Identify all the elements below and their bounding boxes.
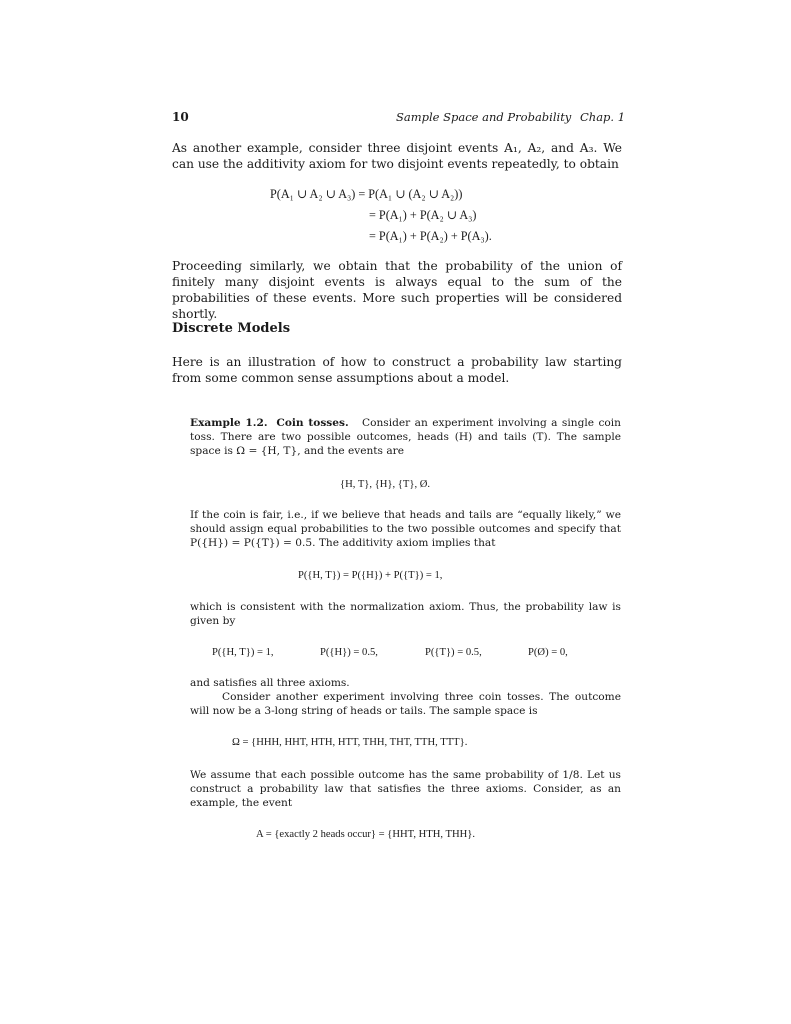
law-equation-1: P({H, T}) = 1, xyxy=(212,647,274,658)
law-equation-4: P(Ø) = 0, xyxy=(528,647,568,658)
example-paragraph-4: and satisfies all three axioms. xyxy=(190,677,350,689)
example-label: Example 1.2. xyxy=(190,417,268,429)
union-equation-line-3: = P(A₁) + P(A₂) + P(A₃). xyxy=(369,229,492,243)
example-title: Coin tosses. xyxy=(276,417,349,429)
running-title: Sample Space and Probability xyxy=(396,110,572,124)
law-equation-3: P({T}) = 0.5, xyxy=(425,647,482,658)
example-text-1: Consider an experiment involving a single coin toss. There are two possible outcomes, heads (H) and tails (T). The sample space is Ω = {H, T}, and the events are xyxy=(190,417,621,458)
chapter-label: Chap. 1 xyxy=(580,110,626,124)
event-equation: A = {exactly 2 heads occur} = {HHT, HTH, THH}. xyxy=(256,829,476,840)
section-paragraph: Here is an illustration of how to construct a probability law starting from some common sense assumptions about a model. xyxy=(172,355,622,385)
example-paragraph-5: Consider another experiment involving three coin tosses. The outcome will now be a 3-long string of heads or tails. The sample space is xyxy=(190,691,621,718)
union-equation-line-2: = P(A₁) + P(A₂ ∪ A₃) xyxy=(369,208,477,222)
events-equation: {H, T}, {H}, {T}, Ø. xyxy=(340,479,431,490)
example-paragraph-6: We assume that each possible outcome has the same probability of 1/8. Let us construct a probability law that satisfies the three axioms. Consider, as an example, the event xyxy=(190,769,621,810)
example-paragraph-1 xyxy=(190,416,621,459)
intro-paragraph: As another example, consider three disjoint events A₁, A₂, and A₃. We can use the additivity axiom for two disjoint events repeatedly, to obtain xyxy=(172,141,622,171)
additivity-equation: P({H, T}) = P({H}) + P({T}) = 1, xyxy=(298,570,443,581)
sample-space-equation: Ω = {HHH, HHT, HTH, HTT, THH, THT, TTH, TTT}. xyxy=(232,737,468,748)
page-number: 10 xyxy=(172,110,189,124)
example-paragraph-3: which is consistent with the normalization axiom. Thus, the probability law is given by xyxy=(190,601,621,628)
law-equation-2: P({H}) = 0.5, xyxy=(320,647,378,658)
union-equation-line-1: P(A₁ ∪ A₂ ∪ A₃) = P(A₁ ∪ (A₂ ∪ A₂)) xyxy=(270,187,463,201)
section-heading: Discrete Models xyxy=(172,321,291,336)
follow-paragraph: Proceeding similarly, we obtain that the probability of the union of finitely many disjoint events is always equal to the sum of the probabilities of these events. More such properties will be considered shortly. xyxy=(172,259,622,321)
example-paragraph-2: If the coin is fair, i.e., if we believe that heads and tails are “equally likely,” we should assign equal probabilities to the two possible outcomes and specify that P({H}) = P({T}) = 0.5. The additivity axiom implies that xyxy=(190,509,621,550)
